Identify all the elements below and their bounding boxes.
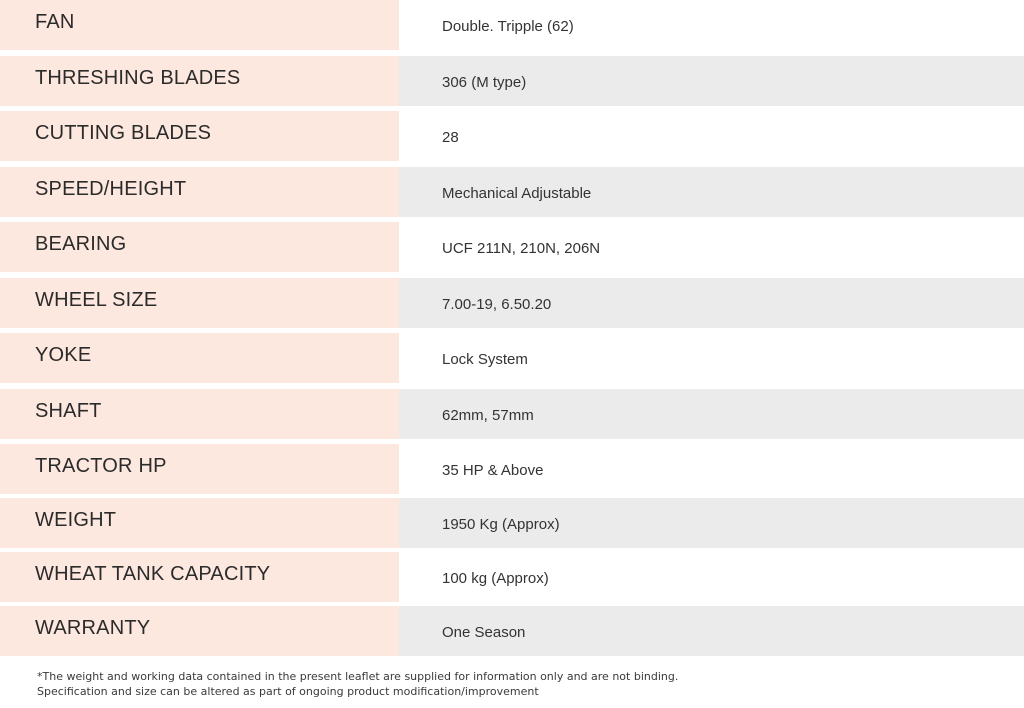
- spec-label-cell: [0, 552, 399, 602]
- spec-label-cell: [0, 444, 399, 494]
- spec-value-cell: [399, 0, 1024, 50]
- spec-row-warranty: [0, 606, 1024, 656]
- footnote-line-2: Specification and size can be altered as part of ongoing product modification/improvement: [37, 685, 539, 698]
- spec-label-cell: [0, 389, 399, 439]
- spec-label-cell: [0, 222, 399, 272]
- spec-label: BEARING: [35, 233, 127, 255]
- spec-value: UCF 211N, 210N, 206N: [442, 240, 601, 257]
- spec-value-cell: [399, 167, 1024, 217]
- spec-value: 100 kg (Approx): [442, 570, 549, 587]
- spec-label: FAN: [35, 11, 75, 33]
- spec-label: CUTTING BLADES: [35, 122, 212, 144]
- spec-value-cell: [399, 498, 1024, 548]
- spec-value: Double. Tripple (62): [442, 18, 574, 35]
- spec-label: WHEAT TANK CAPACITY: [35, 563, 271, 585]
- spec-label-cell: [0, 278, 399, 328]
- spec-value-cell: [399, 278, 1024, 328]
- spec-row-wheel-size: [0, 278, 1024, 328]
- spec-label: YOKE: [35, 344, 92, 366]
- spec-value: 62mm, 57mm: [442, 407, 534, 424]
- spec-row-yoke: [0, 333, 1024, 383]
- spec-label-cell: [0, 333, 399, 383]
- spec-value: One Season: [442, 624, 526, 641]
- spec-value: Mechanical Adjustable: [442, 185, 592, 202]
- spec-row-fan: [0, 0, 1024, 50]
- spec-value-cell: [399, 389, 1024, 439]
- spec-value-cell: [399, 444, 1024, 494]
- spec-value: 306 (M type): [442, 74, 527, 91]
- spec-label: SPEED/HEIGHT: [35, 178, 187, 200]
- disclaimer-footnote: [37, 669, 678, 699]
- spec-row-wheat-tank-capacity: [0, 552, 1024, 602]
- spec-label-cell: [0, 498, 399, 548]
- spec-value: 7.00-19, 6.50.20: [442, 296, 552, 313]
- spec-value-cell: [399, 222, 1024, 272]
- spec-value: 1950 Kg (Approx): [442, 516, 560, 533]
- spec-row-shaft: [0, 389, 1024, 439]
- spec-row-threshing-blades: [0, 56, 1024, 106]
- spec-row-tractor-hp: [0, 444, 1024, 494]
- spec-value-cell: [399, 111, 1024, 161]
- spec-label-cell: [0, 56, 399, 106]
- spec-row-bearing: [0, 222, 1024, 272]
- spec-label-cell: [0, 606, 399, 656]
- spec-label-cell: [0, 0, 399, 50]
- spec-value: Lock System: [442, 351, 528, 368]
- footnote-line-1: *The weight and working data contained in the present leaflet are supplied for information only and are not binding.: [37, 670, 679, 683]
- spec-label: WEIGHT: [35, 509, 117, 531]
- spec-value-cell: [399, 333, 1024, 383]
- spec-value-cell: [399, 552, 1024, 602]
- spec-label-cell: [0, 167, 399, 217]
- spec-label-cell: [0, 111, 399, 161]
- spec-label: WARRANTY: [35, 617, 151, 639]
- spec-value-cell: [399, 606, 1024, 656]
- spec-label: THRESHING BLADES: [35, 67, 241, 89]
- spec-row-cutting-blades: [0, 111, 1024, 161]
- spec-value: 28: [442, 129, 459, 146]
- spec-label: TRACTOR HP: [35, 455, 167, 477]
- spec-label: SHAFT: [35, 400, 102, 422]
- spec-row-weight: [0, 498, 1024, 548]
- spec-value-cell: [399, 56, 1024, 106]
- spec-value: 35 HP & Above: [442, 462, 544, 479]
- spec-row-speed-height: [0, 167, 1024, 217]
- spec-label: WHEEL SIZE: [35, 289, 158, 311]
